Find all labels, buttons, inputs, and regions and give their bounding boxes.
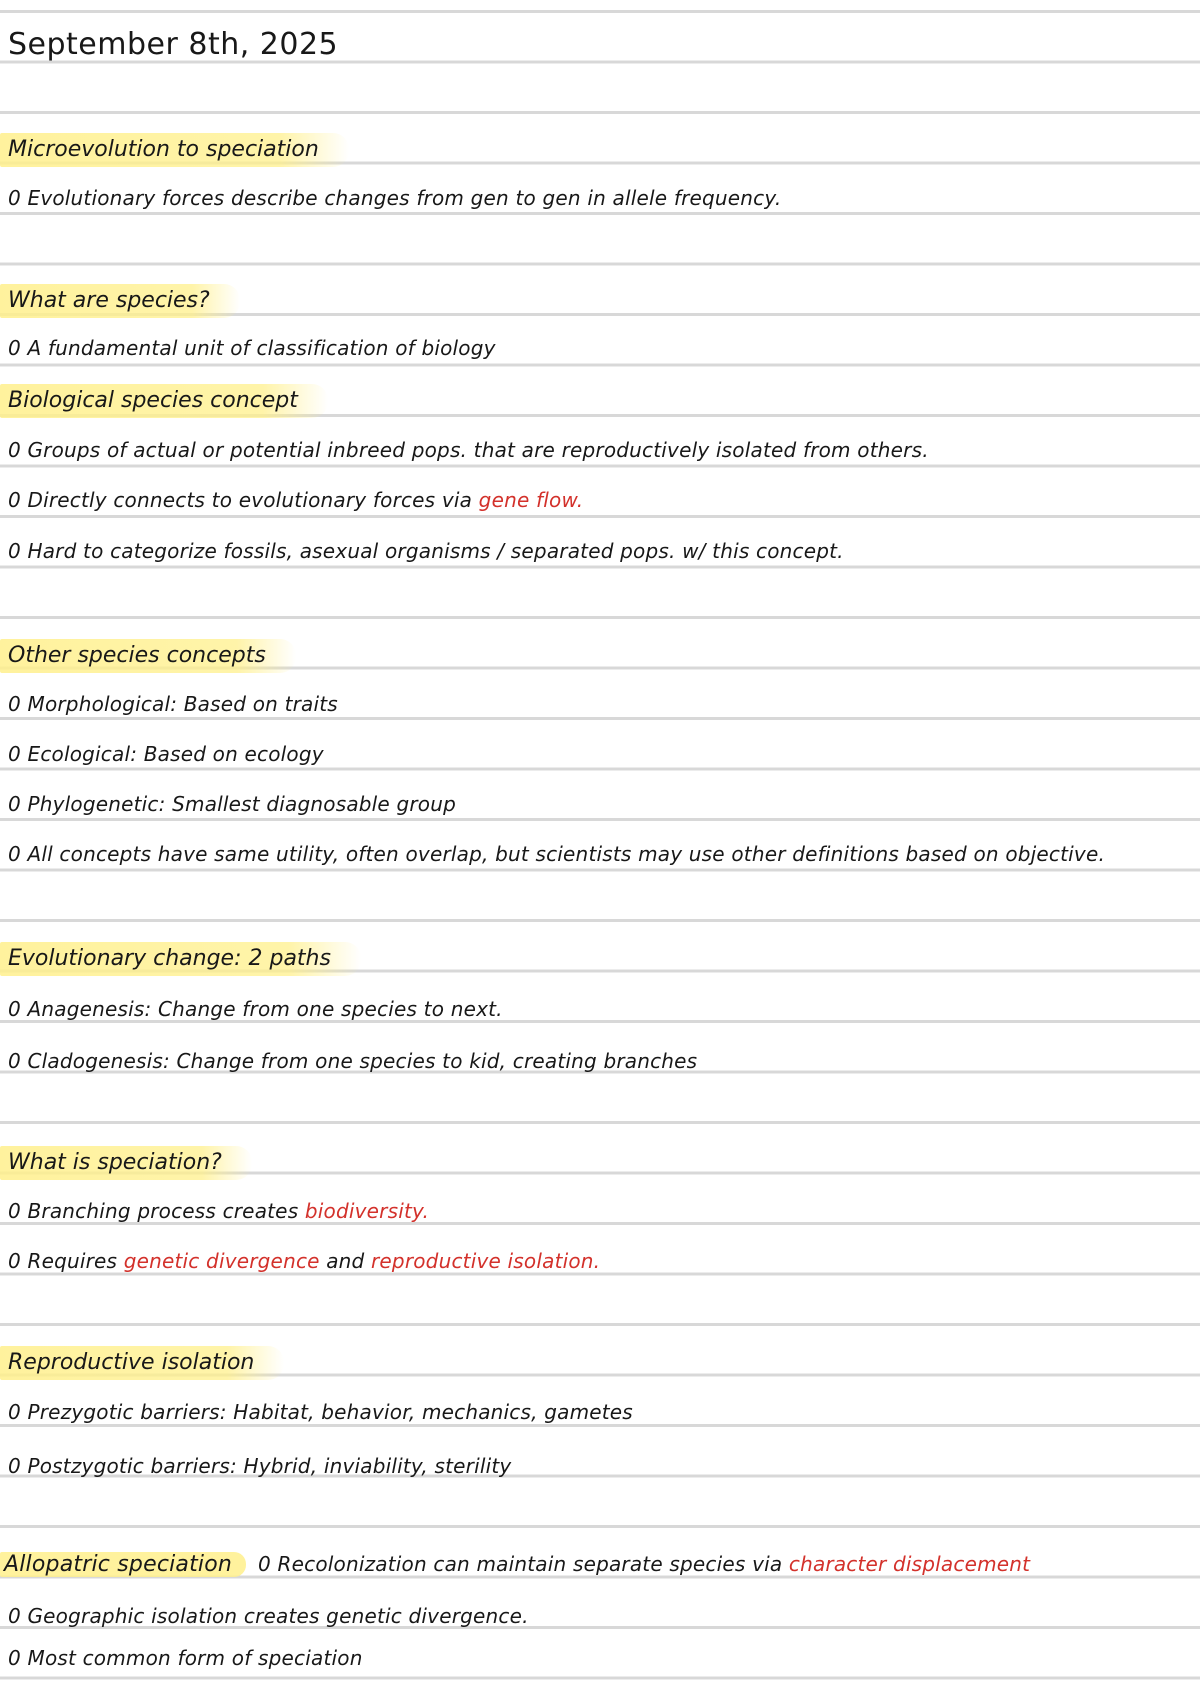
heading-other-species-concepts: Other species concepts — [0, 639, 296, 673]
bullet-prezygotic: 0 Prezygotic barriers: Habitat, behavior, mechanics, gametes — [8, 1400, 633, 1424]
heading-evolutionary-change: Evolutionary change: 2 paths — [0, 942, 361, 976]
bullet-gene-flow — [8, 486, 583, 514]
heading-what-is-speciation: What is speciation? — [0, 1146, 252, 1180]
bullet-groups-inbreed: 0 Groups of actual or potential inbreed pops. that are reproductively isolated from others. — [8, 438, 929, 462]
heading-reproductive-isolation: Reproductive isolation — [0, 1346, 284, 1380]
bullet-gene-flow-text: 0 Directly connects to evolutionary forces via — [8, 488, 479, 512]
bullet-phylogenetic: 0 Phylogenetic: Smallest diagnosable group — [8, 792, 457, 816]
biodiversity-term: biodiversity. — [304, 1199, 430, 1223]
bullet-hard-to-categorize: 0 Hard to categorize fossils, asexual organisms / separated pops. w/ this concept. — [8, 539, 844, 563]
bullet-evolutionary-forces: 0 Evolutionary forces describe changes from gen to gen in allele frequency. — [8, 186, 782, 210]
bullet-geographic-isolation: 0 Geographic isolation creates genetic divergence. — [8, 1604, 529, 1628]
heading-allopatric-speciation: Allopatric speciation — [0, 1552, 246, 1577]
bullet-ecological: 0 Ecological: Based on ecology — [8, 742, 324, 766]
bullet-requires-and: and — [319, 1249, 371, 1273]
note-date: September 8th, 2025 — [8, 27, 339, 62]
bullet-postzygotic: 0 Postzygotic barriers: Hybrid, inviability, sterility — [8, 1454, 512, 1478]
bullet-requires-text: 0 Requires — [8, 1249, 124, 1273]
bullet-cladogenesis: 0 Cladogenesis: Change from one species to kid, creating branches — [8, 1049, 698, 1073]
bullet-fundamental-unit: 0 A fundamental unit of classification of biology — [8, 336, 496, 360]
genetic-divergence-term: genetic divergence — [123, 1249, 320, 1273]
character-displacement-term: character displacement — [788, 1552, 1031, 1576]
allopatric-row — [0, 1550, 1030, 1579]
bullet-all-concepts: 0 All concepts have same utility, often overlap, but scientists may use other definitions based on objective. — [8, 842, 1106, 866]
gene-flow-term: gene flow. — [478, 488, 584, 512]
recolonization-text: 0 Recolonization can maintain separate species via — [258, 1552, 789, 1576]
reproductive-isolation-term: reproductive isolation. — [371, 1249, 601, 1273]
bullet-requires — [8, 1247, 600, 1275]
bullet-branching-text: 0 Branching process creates — [8, 1199, 305, 1223]
bullet-anagenesis: 0 Anagenesis: Change from one species to next. — [8, 997, 503, 1021]
heading-biological-species-concept: Biological species concept — [0, 384, 328, 418]
heading-microevolution: Microevolution to speciation — [0, 133, 349, 167]
bullet-branching-process — [8, 1197, 429, 1225]
bullet-morphological: 0 Morphological: Based on traits — [8, 692, 338, 716]
bullet-most-common: 0 Most common form of speciation — [8, 1646, 363, 1670]
heading-what-are-species: What are species? — [0, 284, 240, 318]
